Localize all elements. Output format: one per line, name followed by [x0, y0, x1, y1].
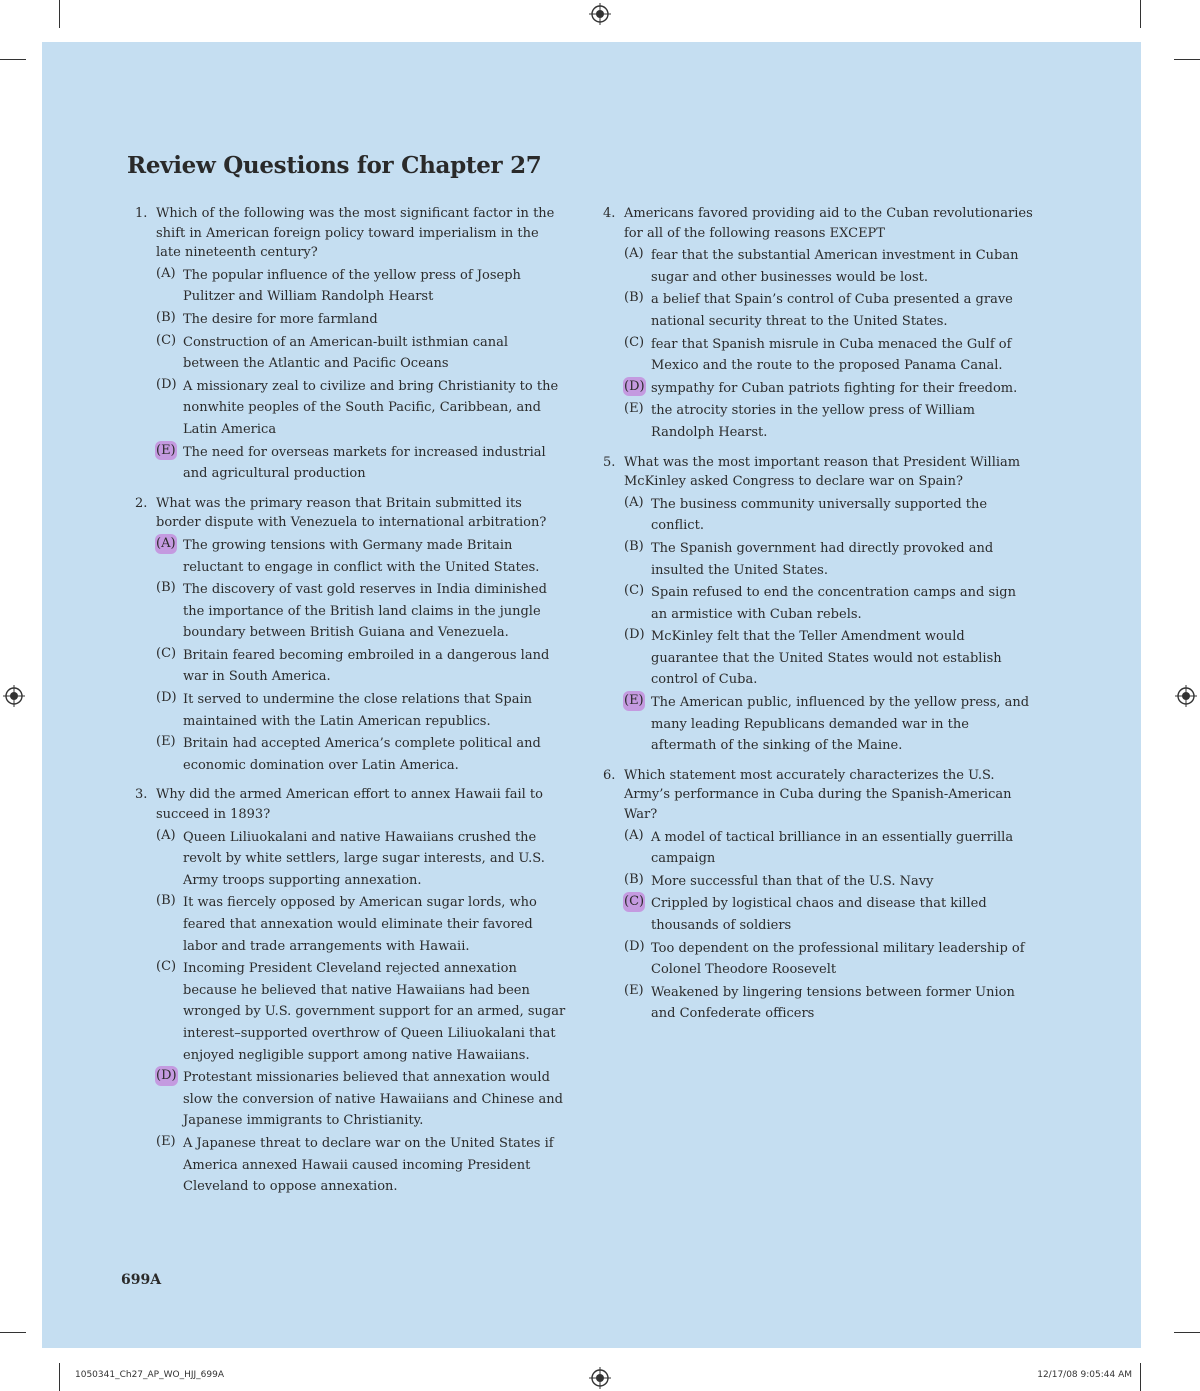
option-text: The popular influence of the yellow press of Joseph Pulitzer and William Randolph Hearst [183, 267, 521, 305]
highlighted-option-letter: (A) [155, 534, 177, 554]
question-text: Which statement most accurately characterizes the U.S. Army’s performance in Cuba during the Spanish-American War? [624, 767, 1012, 823]
highlighted-option-letter: (D) [155, 1066, 178, 1086]
option-text: Protestant missionaries believed that annexation would slow the conversion of native Hawaiians and Chinese and Japanese immigrants to Christianity. [183, 1070, 563, 1129]
question-number: 5. [603, 454, 616, 470]
option-text: Weakened by lingering tensions between former Union and Confederate officers [651, 984, 1015, 1022]
option-letter: (B) [624, 538, 644, 554]
option-letter: (B) [156, 309, 176, 325]
highlighted-option-letter: (D) [623, 377, 646, 397]
option-text: fear that the substantial American investment in Cuban sugar and other businesses would be lost. [651, 248, 1019, 285]
question [135, 204, 567, 484]
option-text: The desire for more farmland [183, 311, 378, 327]
option-letter: (D) [624, 938, 645, 954]
slug-right: 12/17/08 9:05:44 AM [1037, 1370, 1132, 1380]
answer-option [624, 892, 1035, 935]
option-text: Construction of an American-built isthmian canal between the Atlantic and Pacific Oceans [183, 334, 509, 372]
option-letter: (C) [156, 332, 177, 348]
crop-mark [1140, 1363, 1141, 1391]
answer-option [624, 537, 1035, 580]
answer-option [624, 981, 1035, 1024]
question-number: 1. [135, 206, 148, 221]
option-text: The American public, influenced by the yellow press, and many leading Republicans demanded war in the aftermath of the sinking of the Maine. [651, 695, 1030, 754]
answer-option [624, 399, 1035, 442]
answer-option [624, 493, 1035, 536]
option-letter: (D) [156, 376, 177, 392]
option-text: It served to undermine the close relations that Spain maintained with the Latin American republics. [183, 692, 533, 729]
option-text: A model of tactical brilliance in an essentially guerrilla campaign [651, 829, 1014, 867]
answer-option [624, 937, 1035, 980]
answer-option [156, 644, 567, 687]
option-text: Incoming President Cleveland rejected annexation because he believed that native Hawaiians had been wronged by U.S. government support for an armed, sugar interest–supported overthrow of Queen Liliuokalani that enjoyed negligible support among native Hawaiians. [183, 961, 566, 1063]
registration-mark-icon [589, 1367, 611, 1389]
option-text: The growing tensions with Germany made Britain reluctant to engage in conflict with the United States. [183, 537, 540, 575]
question-text: Which of the following was the most significant factor in the shift in American foreign policy toward imperialism in the late nineteenth century? [156, 206, 555, 261]
option-text: Queen Liliuokalani and native Hawaiians crushed the revolt by white settlers, large sugar interests, and U.S. Army troops supporting annexation. [183, 829, 545, 888]
left-column [135, 204, 567, 1207]
question-number: 4. [603, 206, 616, 221]
option-letter: (C) [156, 645, 177, 661]
option-letter: (E) [624, 982, 644, 998]
option-letter: (B) [156, 893, 176, 909]
option-text: Crippled by logistical chaos and disease that killed thousands of soldiers [651, 896, 987, 933]
registration-mark-icon [3, 685, 25, 707]
option-letter: (E) [156, 734, 176, 750]
registration-mark-icon [1175, 685, 1197, 707]
option-letter: (E) [156, 1133, 176, 1149]
highlighted-option-letter: (C) [623, 892, 645, 912]
answer-option [624, 826, 1035, 869]
option-letter: (E) [624, 401, 644, 417]
option-text: McKinley felt that the Teller Amendment would guarantee that the United States would not establish control of Cuba. [651, 629, 1002, 688]
question-text: What was the primary reason that Britain submitted its border dispute with Venezuela to international arbitration? [156, 495, 547, 531]
answer-option [156, 732, 567, 775]
highlighted-option-letter: (E) [623, 691, 645, 711]
question [603, 766, 1035, 1024]
option-text: A missionary zeal to civilize and bring Christianity to the nonwhite peoples of the South Pacific, Caribbean, and Latin America [183, 378, 559, 437]
crop-mark [1140, 0, 1141, 28]
question-text: Americans favored providing aid to the Cuban revolutionaries for all of the following reasons EXCEPT [624, 206, 1033, 241]
question-text: What was the most important reason that President William McKinley asked Congress to declare war on Spain? [624, 454, 1021, 490]
answer-option [156, 826, 567, 891]
answer-option [624, 581, 1035, 624]
option-text: Spain refused to end the concentration camps and sign an armistice with Cuban rebels. [651, 585, 1016, 622]
option-letter: (B) [624, 871, 644, 887]
answer-option [156, 308, 567, 330]
answer-option [624, 870, 1035, 892]
option-text: It was fiercely opposed by American sugar lords, who feared that annexation would eliminate their favored labor and trade arrangements with Hawaii. [183, 895, 537, 954]
answer-option [624, 288, 1035, 331]
answer-option [156, 957, 567, 1065]
option-text: The Spanish government had directly provoked and insulted the United States. [651, 540, 994, 578]
question [603, 453, 1035, 756]
highlighted-option-letter: (E) [155, 441, 177, 461]
question-text: Why did the armed American effort to annex Hawaii fail to succeed in 1893? [156, 787, 543, 823]
crop-mark [1174, 59, 1200, 60]
answer-option [156, 534, 567, 577]
option-text: the atrocity stories in the yellow press of William Randolph Hearst. [651, 403, 976, 440]
answer-option [156, 1066, 567, 1131]
option-letter: (A) [156, 827, 176, 843]
page-title: Review Questions for Chapter 27 [127, 152, 542, 179]
option-text: Too dependent on the professional military leadership of Colonel Theodore Roosevelt [651, 940, 1025, 978]
option-letter: (D) [624, 627, 645, 643]
crop-mark [0, 59, 26, 60]
option-text: fear that Spanish misrule in Cuba menaced the Gulf of Mexico and the route to the proposed Panama Canal. [651, 336, 1012, 374]
answer-option [624, 625, 1035, 690]
question [603, 204, 1035, 443]
option-text: Britain had accepted America’s complete political and economic domination over Latin America. [183, 736, 541, 773]
crop-mark [1174, 1332, 1200, 1333]
option-text: sympathy for Cuban patriots fighting for their freedom. [651, 380, 1018, 396]
answer-option [624, 244, 1035, 287]
option-letter: (A) [156, 265, 176, 281]
crop-mark [0, 1332, 26, 1333]
answer-option [156, 264, 567, 307]
option-text: The business community universally supported the conflict. [651, 496, 988, 534]
answer-option [624, 691, 1035, 756]
answer-option [156, 441, 567, 484]
answer-option [156, 891, 567, 956]
answer-option [156, 1132, 567, 1197]
option-text: a belief that Spain’s control of Cuba presented a grave national security threat to the United States. [651, 292, 1013, 329]
option-text: A Japanese threat to declare war on the United States if America annexed Hawaii caused incoming President Cleveland to oppose annexation. [183, 1135, 554, 1195]
answer-option [156, 375, 567, 440]
option-text: The discovery of vast gold reserves in India diminished the importance of the British land claims in the jungle boundary between British Guiana and Venezuela. [183, 582, 547, 641]
option-text: Britain feared becoming embroiled in a dangerous land war in South America. [183, 647, 550, 685]
question [135, 494, 567, 776]
answer-option [624, 377, 1035, 399]
answer-option [624, 333, 1035, 376]
option-letter: (A) [624, 494, 644, 510]
option-letter: (B) [624, 290, 644, 306]
crop-mark [59, 0, 60, 28]
answer-option [156, 578, 567, 643]
option-letter: (C) [156, 959, 177, 975]
option-text: The need for overseas markets for increased industrial and agricultural production [183, 444, 546, 482]
page-number: 699A [121, 1272, 162, 1288]
answer-option [156, 331, 567, 374]
option-letter: (C) [624, 583, 645, 599]
option-text: More successful than that of the U.S. Navy [651, 873, 934, 889]
option-letter: (D) [156, 690, 177, 706]
registration-mark-icon [589, 3, 611, 25]
crop-mark [59, 1363, 60, 1391]
option-letter: (C) [624, 334, 645, 350]
option-letter: (B) [156, 580, 176, 596]
answer-option [156, 688, 567, 731]
option-letter: (A) [624, 246, 644, 262]
option-letter: (A) [624, 827, 644, 843]
slug-left: 1050341_Ch27_AP_WO_HJJ_699A [75, 1370, 225, 1380]
question [135, 785, 567, 1196]
question-number: 2. [135, 495, 148, 511]
question-number: 6. [603, 767, 616, 783]
question-number: 3. [135, 787, 148, 803]
right-column [603, 204, 1035, 1034]
